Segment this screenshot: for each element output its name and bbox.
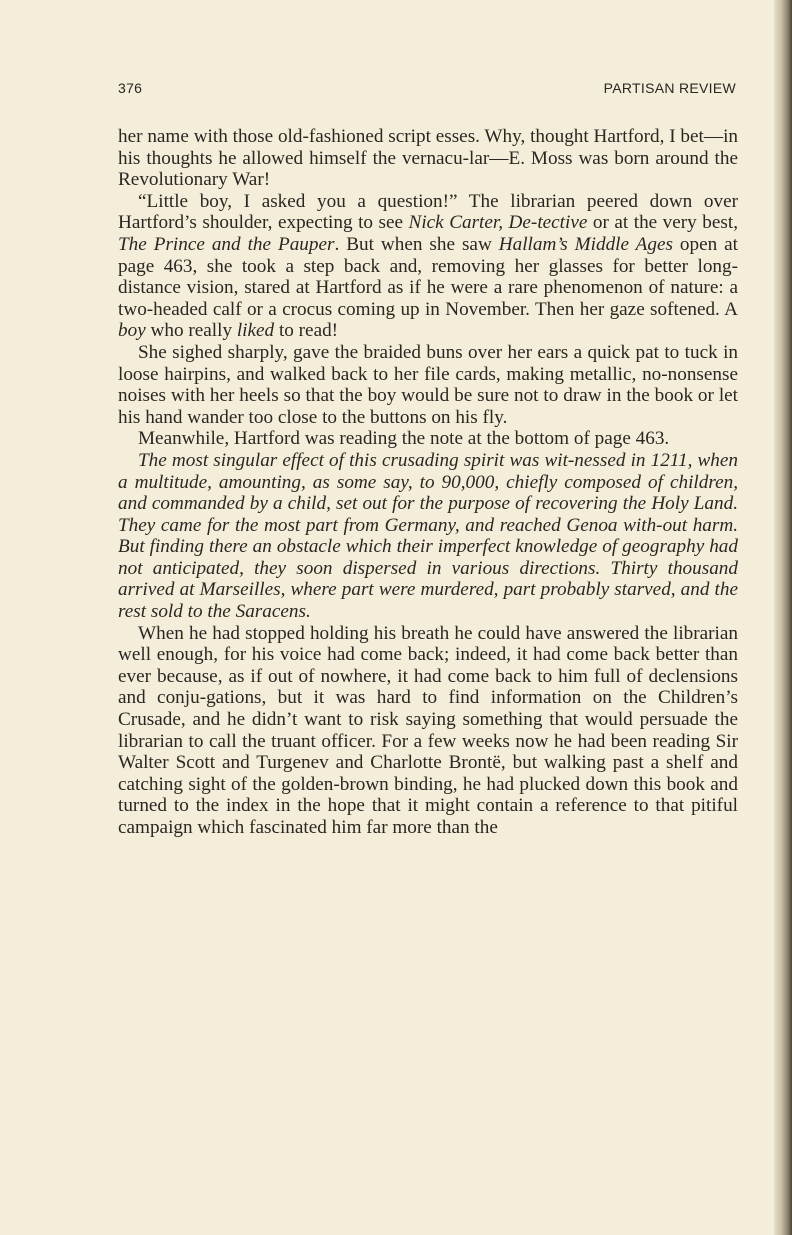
quoted-footnote-text: The most singular effect of this crusading spirit was wit-nessed in 1211, when a multitude, amounting, as some say, to 90,000, chiefly composed of children, and commanded by a child, set out for the purpose of recovering the Holy Land. They came for the most part from Germany, and reached Genoa with-out harm. But finding there an obstacle which their imperfect knowledge of geography had not anticipated, they soon dispersed in various directions. Thirty thousand arrived at Marseilles, where part were murdered, part probably starved, and the rest sold to the Saracens.: [118, 449, 738, 623]
paragraph-2-text-d: open at page 463, she took a step back and, removing her glasses for better long-distance vision, stared at Hartford as if he were a rare phenomenon of nature: a two-headed calf or a crocus coming up in November. Then her gaze softened. A: [118, 233, 738, 320]
running-header: [118, 80, 736, 100]
paragraph-2-text-f: to read!: [274, 320, 339, 342]
paragraph-2-text-c: . But when she saw: [334, 233, 499, 255]
emphasis-liked: liked: [236, 320, 275, 342]
page-number: 376: [118, 80, 143, 96]
paragraph-1: [118, 126, 738, 191]
paragraph-4-text: Meanwhile, Hartford was reading the note at the bottom of page 463.: [138, 428, 670, 450]
emphasis-boy: boy: [118, 320, 146, 342]
paragraph-3: [118, 342, 738, 428]
paragraph-2-text-a: “Little boy, I asked you a question!” The librarian peered down over Hartford’s shoulder, expecting to see: [118, 190, 738, 234]
book-title-prince-and-pauper: The Prince and the Pauper: [118, 233, 335, 255]
body-text: [118, 126, 738, 839]
quoted-footnote: [118, 450, 738, 623]
paragraph-6-text: When he had stopped holding his breath he could have answered the librarian well enough, for his voice had come back; indeed, it had come back better than ever because, as if out of nowhere, it had come back to him full of declensions and conju-gations, but it was hard to find information on the Children’s Crusade, and he didn’t want to risk saying something that would persuade the librarian to call the truant officer. For a few weeks now he had been reading Sir Walter Scott and Turgenev and Charlotte Brontë, but walking past a shelf and catching sight of the golden-brown binding, he had plucked down this book and turned to the index in the hope that it might contain a reference to that pitiful campaign which fascinated him far more than the: [118, 622, 738, 838]
paragraph-2-text-e: who really: [145, 320, 237, 342]
book-title-nick-carter: Nick Carter, De-tective: [408, 212, 588, 234]
paragraph-3-text: She sighed sharply, gave the braided buns over her ears a quick pat to tuck in loose hairpins, and walked back to her file cards, making metallic, no-nonsense noises with her heels so that the boy would be sure not to draw in the book or let his hand wander too close to the buttons on his fly.: [118, 341, 738, 428]
paragraph-1-text: her name with those old-fashioned script esses. Why, thought Hartford, I bet—in his thoughts he allowed himself the vernacu-lar—E. Moss was born around the Revolutionary War!: [118, 126, 738, 191]
paragraph-2: [118, 191, 738, 342]
paragraph-2-text-b: or at the very best,: [587, 212, 738, 234]
paragraph-4: [118, 428, 738, 450]
paragraph-6: [118, 623, 738, 839]
page-edge-shadow: [774, 0, 792, 1235]
book-title-hallams-middle-ages: Hallam’s Middle Ages: [498, 233, 673, 255]
running-title: PARTISAN REVIEW: [603, 80, 736, 96]
